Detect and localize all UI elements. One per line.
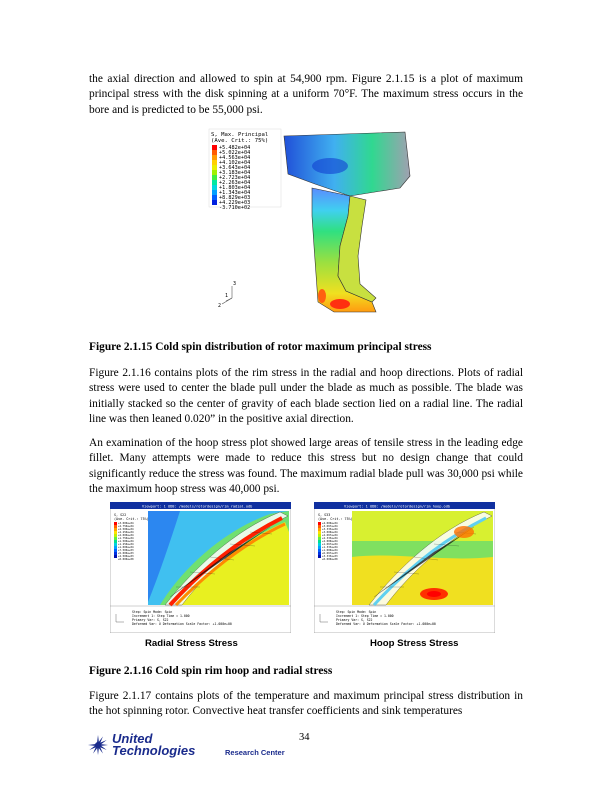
legend-value: +4.102e+04 [219, 160, 251, 166]
page-number: 34 [299, 732, 310, 743]
logo-line-2: Technologies [112, 743, 196, 758]
legend-value: +3.643e+04 [219, 165, 251, 171]
hoop-info-line: Increment 1: Step Time = 1.000 [336, 614, 394, 618]
blade-stress-contour-plot [200, 126, 412, 316]
hoop-stress-contour-plot [314, 502, 495, 633]
radial-legend-value: +1.250e+04 [118, 543, 134, 546]
radial-legend-value: +1.500e+04 [118, 540, 134, 543]
axis-label-1: 1 [225, 293, 229, 299]
radial-titlebar: Viewport: 1 ODB: /models/rotordesign/rim_radial.odb [142, 504, 253, 509]
radial-legend-value: +5.000e+03 [118, 552, 134, 555]
radial-legend-bar [114, 522, 117, 558]
hoop-legend-values [322, 521, 338, 561]
legend-values [219, 145, 250, 211]
radial-legend-value: +2.500e+04 [118, 528, 134, 531]
hoop-legend-value: +2.000e+04 [322, 540, 338, 543]
rotor-blade-model [284, 132, 410, 312]
hoop-legend-value: +1.333e+04 [322, 546, 338, 549]
figure-2-1-16-radial-plot [110, 502, 291, 633]
logo-research-center: Research Center [225, 748, 285, 757]
legend-value: +4.229e+03 [219, 200, 251, 206]
radial-legend-value: +1.000e+04 [118, 546, 134, 549]
legend-value: +2.263e+04 [219, 180, 251, 186]
utrc-logo-mark-icon [86, 733, 110, 757]
radial-legend-value: +2.500e+03 [118, 555, 134, 558]
radial-info-line: Increment 1: Step Time = 1.000 [132, 614, 190, 618]
radial-legend-head: S, S22 [114, 513, 127, 517]
radial-legend-values [118, 521, 134, 561]
figure-2-1-15 [200, 126, 412, 316]
figure-2-1-15-caption: Figure 2.1.15 Cold spin distribution of rotor maximum principal stress [89, 341, 432, 353]
radial-legend-value: +2.750e+04 [118, 525, 134, 528]
axis-label-3: 3 [233, 281, 237, 287]
legend-value: +8.829e+03 [219, 195, 251, 201]
paragraph-2: Figure 2.1.16 contains plots of the rim stress in the radial and hoop directions. Plots of radial stress were used to center the blade pull under the blade as much as possible. The blade was initially stacked so the center of gravity of each blade section lied on a radial line. The radial line was then leaned 0.020” in the positive axial direction. [89, 367, 523, 426]
hoop-legend-value: +3.333e+04 [322, 528, 338, 531]
hoop-legend-value: +3.000e+04 [322, 531, 338, 534]
radial-info-line: Step: Spin Mode: Spin [132, 610, 173, 614]
legend-value: +2.723e+04 [219, 175, 251, 181]
legend-value: +4.563e+04 [219, 155, 251, 161]
radial-legend-crit: (Ave. Crit.: 75%) [114, 517, 149, 521]
legend-value: +1.803e+04 [219, 185, 251, 191]
hoop-legend-value: +6.667e+03 [322, 552, 338, 555]
hoop-titlebar: Viewport: 1 ODB: /models/rotordesign/rim_hoop.odb [344, 504, 451, 509]
radial-legend-value: +0.000e+00 [118, 558, 134, 561]
figure-2-1-16-hoop-plot [314, 502, 495, 633]
hoop-legend-crit: (Ave. Crit.: 75%) [318, 517, 353, 521]
hoop-legend-bar [318, 522, 321, 558]
hoop-stress-label: Hoop Stress Stress [370, 638, 459, 649]
legend-color-bar [212, 145, 217, 205]
radial-legend-value: +7.500e+03 [118, 549, 134, 552]
radial-stress-contour-plot [110, 502, 291, 633]
legend-value: +5.022e+04 [219, 150, 251, 156]
paragraph-3: An examination of the hoop stress plot showed large areas of tensile stress in the leading edge fillet. Many attempts were made to reduce this stress but no design change that could significantly reduce the stress was found. The maximum radial blade pull was 30,000 psi while the maximum hoop stress was 40,000 psi. [89, 437, 523, 496]
hoop-legend-value: +1.667e+04 [322, 543, 338, 546]
hoop-legend-head: S, S33 [318, 513, 331, 517]
hoop-legend-value: +0.000e+00 [322, 558, 338, 561]
radial-info-line: Primary Var: S, S22 [132, 618, 169, 622]
legend-value: +1.343e+04 [219, 190, 251, 196]
radial-legend-value: +3.000e+04 [118, 522, 134, 525]
figure-2-1-16-caption: Figure 2.1.16 Cold spin rim hoop and radial stress [89, 665, 333, 677]
legend-value: -3.710e+02 [219, 205, 251, 211]
hoop-legend-value: +4.000e+04 [322, 522, 338, 525]
radial-legend-value: +2.250e+04 [118, 531, 134, 534]
radial-legend-value: +2.000e+04 [118, 534, 134, 537]
hoop-legend-value: +1.000e+04 [322, 549, 338, 552]
hoop-legend-value: +3.667e+04 [322, 525, 338, 528]
hoop-legend-value: +3.333e+03 [322, 555, 338, 558]
logo-line-1: United [112, 731, 153, 746]
hoop-info-line: Deformed Var: U Deformation Scale Factor: +1.000e+00 [336, 622, 436, 626]
legend-value: +5.482e+04 [219, 145, 251, 151]
hoop-legend-value: +2.333e+04 [322, 537, 338, 540]
utrc-logo [86, 733, 286, 759]
paragraph-4: Figure 2.1.17 contains plots of the temperature and maximum principal stress distribution in the hot spinning rotor. Convective heat transfer coefficients and sink temperatures [89, 690, 523, 718]
radial-info-line: Deformed Var: U Deformation Scale Factor: +1.000e+00 [132, 622, 232, 626]
legend-title-1: S, Max. Principal [211, 132, 269, 138]
legend-value: +3.183e+04 [219, 170, 251, 176]
legend-title-2: (Ave. Crit.: 75%) [211, 138, 269, 144]
radial-legend-value: +1.750e+04 [118, 537, 134, 540]
hoop-info-line: Primary Var: S, S22 [336, 618, 373, 622]
paragraph-1: the axial direction and allowed to spin at 54,900 rpm. Figure 2.1.15 is a plot of maximum principal stress with the disk spinning at a uniform 70°F. The maximum stress occurs in the bore and is predicted to be 55,000 psi. [89, 73, 523, 116]
axis-triad [218, 281, 236, 309]
hoop-legend-value: +2.667e+04 [322, 534, 338, 537]
hoop-info-line: Step: Spin Mode: Spin [336, 610, 377, 614]
axis-label-2: 2 [218, 303, 222, 309]
radial-stress-label: Radial Stress Stress [145, 638, 238, 649]
